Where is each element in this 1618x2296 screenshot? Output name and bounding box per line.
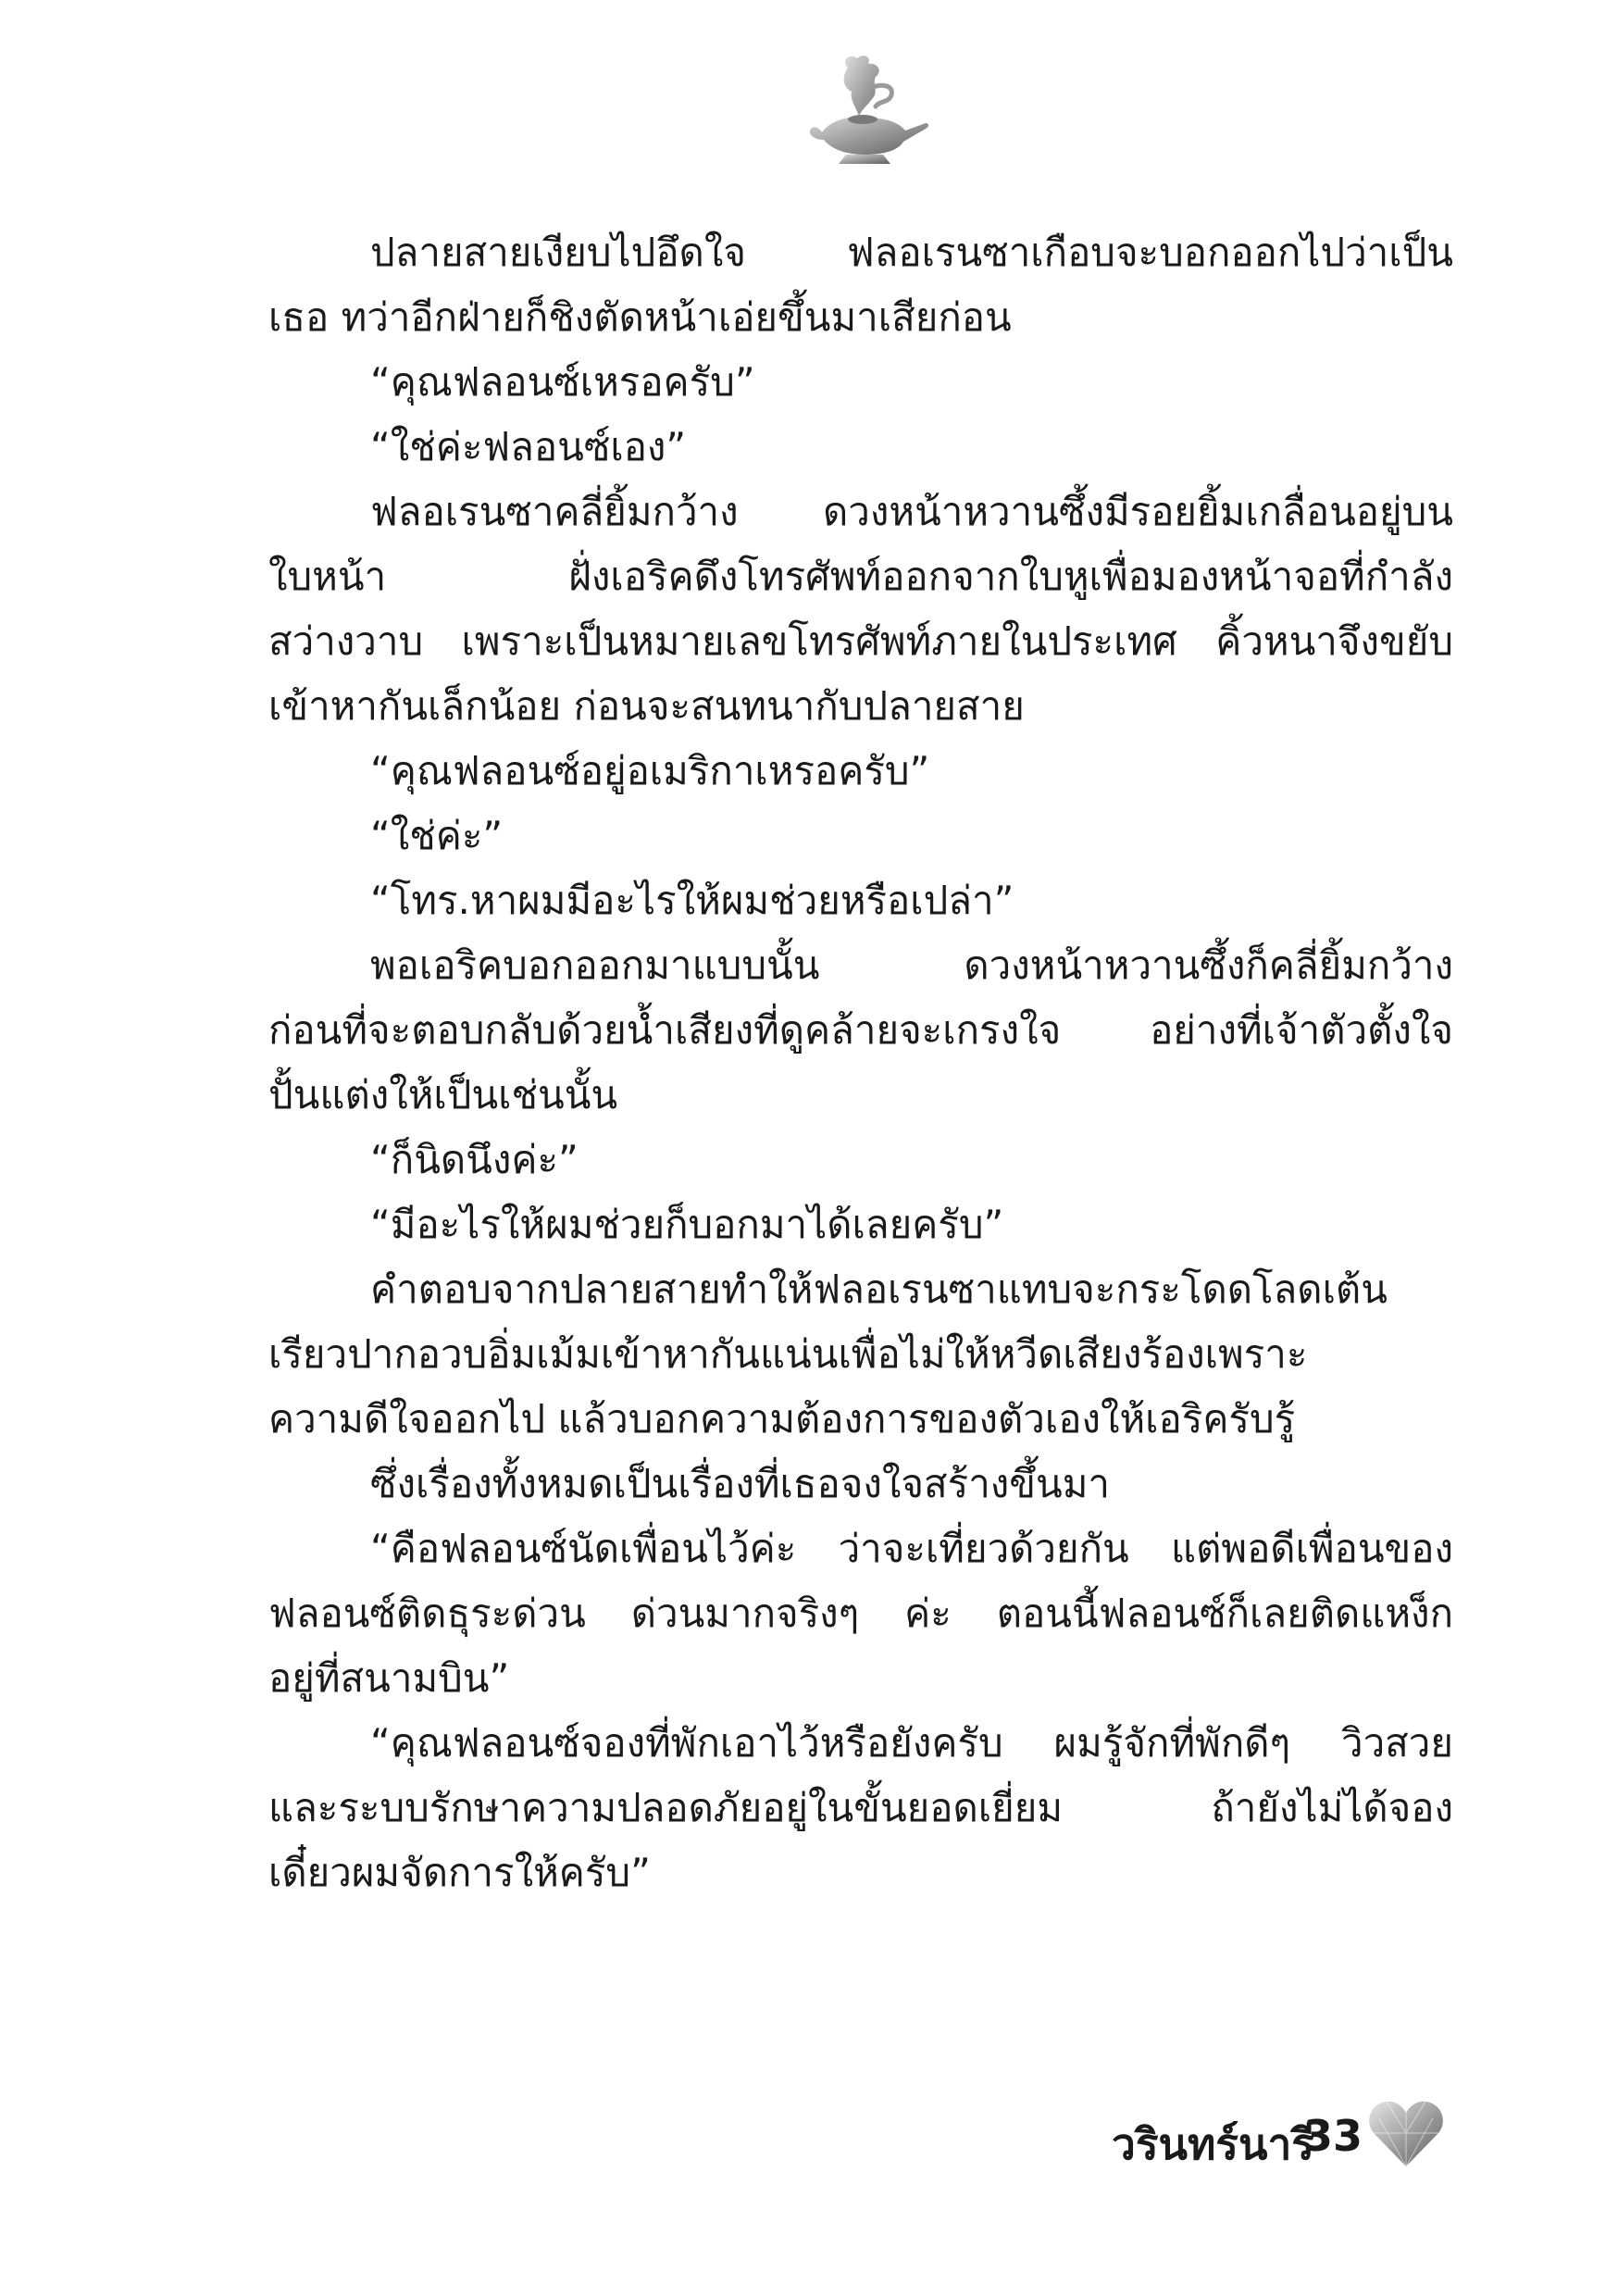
text-line: เธอ ทว่าอีกฝ่ายก็ชิงตัดหน้าเอ่ยขึ้นมาเสียก่อน <box>268 294 1012 340</box>
text-line: ซึ่งเรื่องทั้งหมดเป็นเรื่องที่เธอจงใจสร้างขึ้นมา <box>370 1461 1110 1506</box>
dialogue-line: และระบบรักษาความปลอดภัยอยู่ในขั้นยอดเยี่ยม ถ้ายังไม่ได้จอง <box>268 1785 1453 1830</box>
text-line: เข้าหากันเล็กน้อย ก่อนจะสนทนากับปลายสาย <box>268 683 1025 729</box>
dialogue-line: อยู่ที่สนามบิน” <box>268 1655 510 1701</box>
text-line: เรียวปากอวบอิ่มเม้มเข้าหากันแน่นเพื่อไม่ให้หวีดเสียงร้องเพราะ <box>268 1331 1308 1377</box>
dialogue-line: “ใช่ค่ะ” <box>370 813 504 858</box>
text-line: ใบหน้า ฝั่งเอริคดึงโทรศัพท์ออกจากใบหูเพื่อมองหน้าจอที่กำลัง <box>268 554 1453 599</box>
text-line: ก่อนที่จะตอบกลับด้วยน้ำเสียงที่ดูคล้ายจะเกรงใจ อย่างที่เจ้าตัวตั้งใจ <box>268 1007 1453 1053</box>
dialogue-line: “คุณฟลอนซ์อยู่อเมริกาเหรอครับ” <box>370 748 930 793</box>
dialogue-line: “มีอะไรให้ผมช่วยก็บอกมาได้เลยครับ” <box>370 1202 1004 1247</box>
dialogue-line: “ก็นิดนึงค่ะ” <box>370 1137 579 1182</box>
page-number: 33 <box>1302 2111 1363 2161</box>
dialogue-line: “โทร.หาผมมีอะไรให้ผมช่วยหรือเปล่า” <box>370 878 1014 923</box>
text-line: พอเอริคบอกออกมาแบบนั้น ดวงหน้าหวานซึ้งก็คลี่ยิ้มกว้าง <box>370 942 1453 988</box>
gem-heart-icon <box>1368 2098 1444 2168</box>
dialogue-line: “คุณฟลอนซ์เหรอครับ” <box>370 359 755 405</box>
dialogue-line: “ใช่ค่ะฟลอนซ์เอง” <box>370 424 687 469</box>
dialogue-line: “คือฟลอนซ์นัดเพื่อนไว้ค่ะ ว่าจะเที่ยวด้วยกัน แต่พอดีเพื่อนของ <box>370 1526 1453 1571</box>
text-line: ฟลอเรนซาคลี่ยิ้มกว้าง ดวงหน้าหวานซึ้งมีรอยยิ้มเกลื่อนอยู่บน <box>370 489 1453 534</box>
book-title: วรินทร์นารี <box>1112 2119 1314 2169</box>
dialogue-line: ฟลอนซ์ติดธุระด่วน ด่วนมากจริงๆ ค่ะ ตอนนี้ฟลอนซ์ก็เลยติดแหง็ก <box>268 1591 1453 1636</box>
dialogue-line: “คุณฟลอนซ์จองที่พักเอาไว้หรือยังครับ ผมรู้จักที่พักดีๆ วิวสวย <box>370 1720 1453 1766</box>
text-line: ปั้นแต่งให้เป็นเช่นนั้น <box>268 1072 618 1117</box>
text-line: คำตอบจากปลายสายทำให้ฟลอเรนซาแทบจะกระโดดโลดเต้น <box>370 1267 1388 1312</box>
chapter-text <box>268 220 1453 1905</box>
dialogue-line: เดี๋ยวผมจัดการให้ครับ” <box>268 1850 651 1895</box>
text-line: ปลายสายเงียบไปอึดใจ ฟลอเรนซาเกือบจะบอกออกไปว่าเป็น <box>370 230 1453 275</box>
page-footer <box>1055 2090 1444 2192</box>
text-line: สว่างวาบ เพราะเป็นหมายเลขโทรศัพท์ภายในประเทศ คิ้วหนาจึงขยับ <box>268 618 1453 664</box>
text-line: ความดีใจออกไป แล้วบอกความต้องการของตัวเองให้เอริครับรู้ <box>268 1396 1296 1441</box>
genie-lamp-icon <box>794 51 933 171</box>
